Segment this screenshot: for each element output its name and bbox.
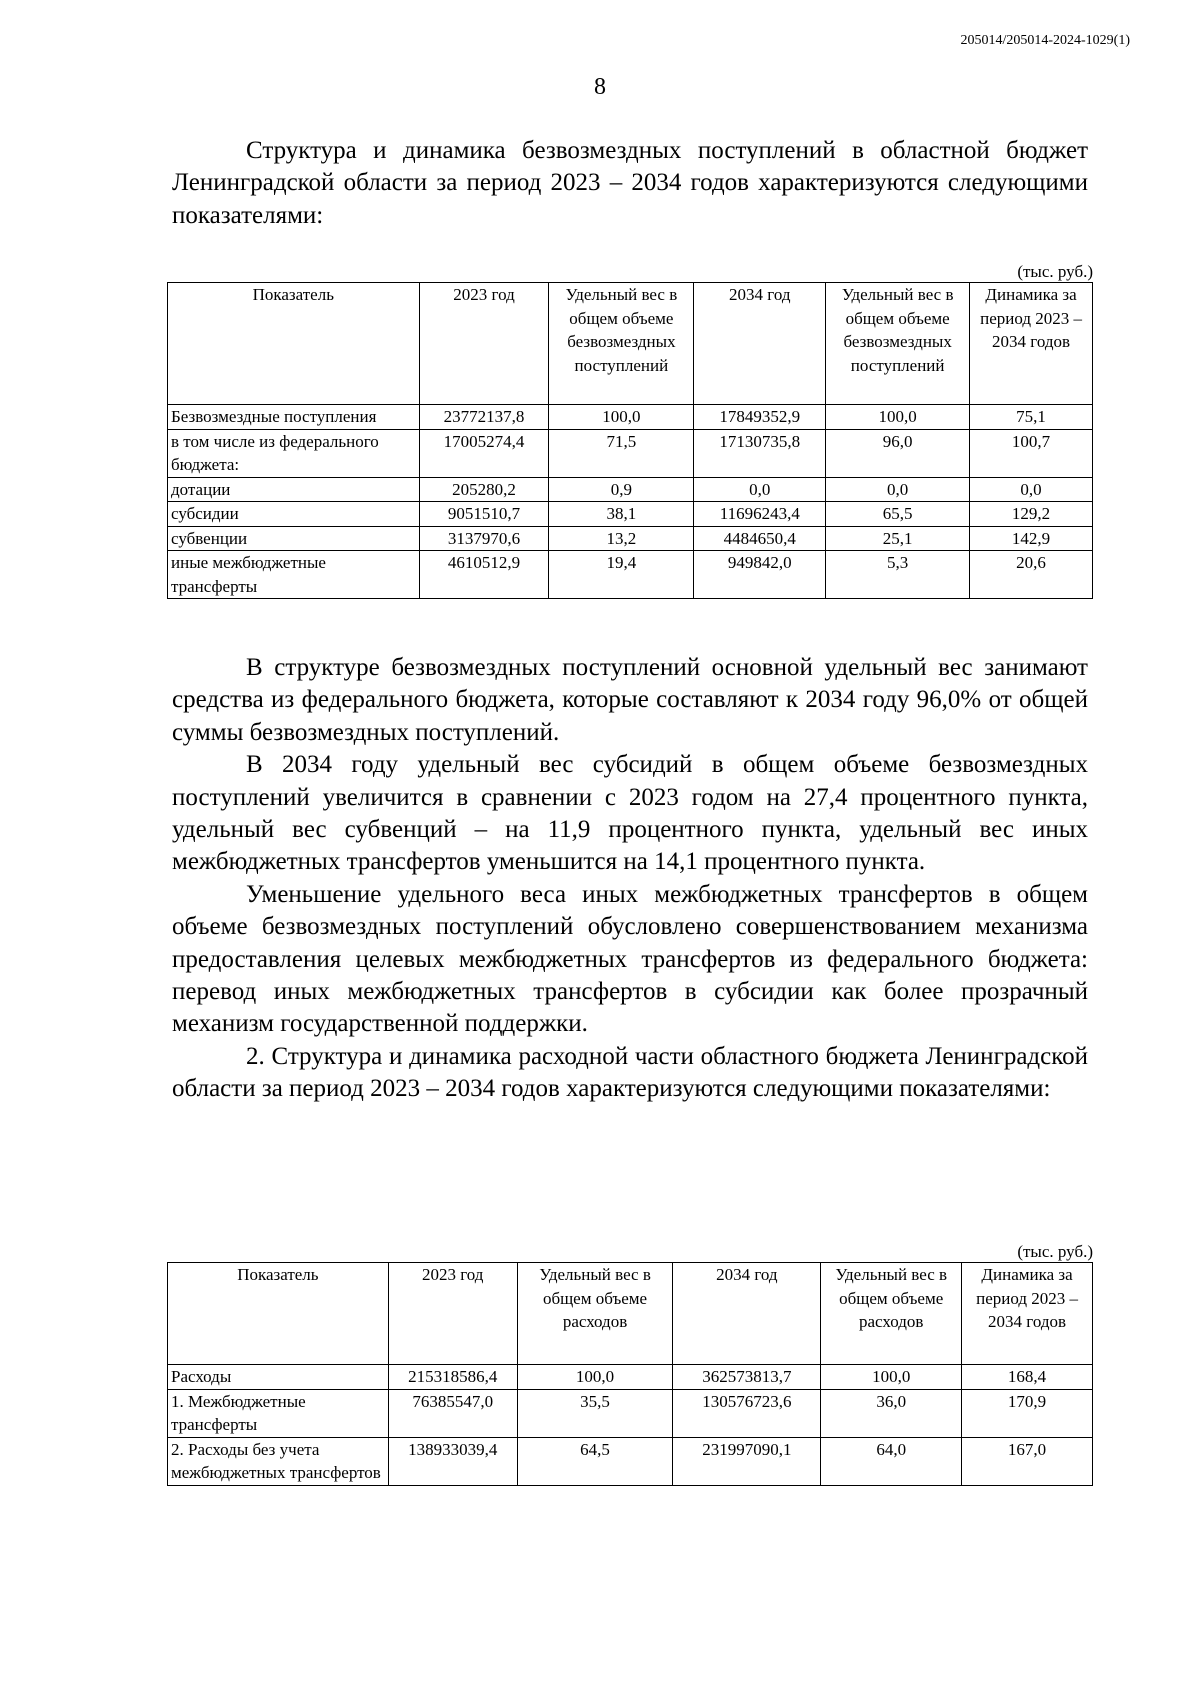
table-row [168, 551, 1093, 599]
row-label: Расходы [168, 1365, 389, 1390]
table-cell: 76385547,0 [388, 1389, 517, 1437]
table-cell: 0,9 [549, 477, 694, 502]
intro-paragraph [172, 135, 1088, 232]
table-cell: 17849352,9 [694, 405, 826, 430]
column-header: Динамика за период 2023 – 2034 годов [970, 283, 1093, 405]
table-cell: 19,4 [549, 551, 694, 599]
table-cell: 11696243,4 [694, 502, 826, 527]
table1-unit: (тыс. руб.) [1017, 262, 1093, 281]
table-cell: 17130735,8 [694, 429, 826, 477]
row-label: 1. Межбюджетные трансферты [168, 1389, 389, 1437]
table-row [168, 1389, 1093, 1437]
table-row [168, 526, 1093, 551]
expenditure-table [167, 1262, 1093, 1486]
table-cell: 129,2 [970, 502, 1093, 527]
table-cell: 167,0 [962, 1437, 1093, 1485]
table-row [168, 1365, 1093, 1390]
table-cell: 38,1 [549, 502, 694, 527]
table-cell: 25,1 [826, 526, 970, 551]
table-cell: 205280,2 [419, 477, 549, 502]
table-row [168, 477, 1093, 502]
table-cell: 65,5 [826, 502, 970, 527]
table-cell: 0,0 [826, 477, 970, 502]
table-cell: 231997090,1 [673, 1437, 821, 1485]
column-header: Динамика за период 2023 – 2034 годов [962, 1263, 1093, 1365]
column-header: Удельный вес в общем объеме расходов [517, 1263, 673, 1365]
table-cell: 138933039,4 [388, 1437, 517, 1485]
table-cell: 4484650,4 [694, 526, 826, 551]
page-number: 8 [594, 74, 606, 100]
row-label: в том числе из федерального бюджета: [168, 429, 420, 477]
table-cell: 96,0 [826, 429, 970, 477]
table-cell: 100,0 [826, 405, 970, 430]
table2-unit: (тыс. руб.) [1017, 1242, 1093, 1261]
table-cell: 100,0 [821, 1365, 962, 1390]
row-label: иные межбюджетные трансферты [168, 551, 420, 599]
table-cell: 100,0 [549, 405, 694, 430]
table-cell: 75,1 [970, 405, 1093, 430]
document-reference: 205014/205014-2024-1029(1) [960, 33, 1130, 48]
body-text [172, 652, 1088, 1106]
row-label: 2. Расходы без учета межбюджетных трансфертов [168, 1437, 389, 1485]
column-header: Удельный вес в общем объеме безвозмездных поступлений [549, 283, 694, 405]
paragraph: 2. Структура и динамика расходной части областного бюджета Ленинградской области за период 2023 – 2034 годов характеризуются следующими показателями: [172, 1042, 1088, 1103]
table-cell: 130576723,6 [673, 1389, 821, 1437]
column-header: 2034 год [673, 1263, 821, 1365]
table-cell: 35,5 [517, 1389, 673, 1437]
table-cell: 64,5 [517, 1437, 673, 1485]
table-cell: 20,6 [970, 551, 1093, 599]
column-header: Удельный вес в общем объеме расходов [821, 1263, 962, 1365]
table-row [168, 429, 1093, 477]
table-cell: 0,0 [970, 477, 1093, 502]
table-cell: 13,2 [549, 526, 694, 551]
table-cell: 362573813,7 [673, 1365, 821, 1390]
table-cell: 36,0 [821, 1389, 962, 1437]
table-row [168, 405, 1093, 430]
paragraph: В 2034 году удельный вес субсидий в общем объеме безвозмездных поступлений увеличится в сравнении с 2023 годом на 27,4 процентного пункта, удельный вес субвенций – на 11,9 процентного пункта, удельный вес иных межбюджетных трансфертов уменьшится на 14,1 процентного пункта. [172, 751, 1088, 876]
table-cell: 5,3 [826, 551, 970, 599]
table-header-row [168, 1263, 1093, 1365]
column-header: 2023 год [419, 283, 549, 405]
column-header: 2023 год [388, 1263, 517, 1365]
column-header: Показатель [168, 1263, 389, 1365]
table-cell: 17005274,4 [419, 429, 549, 477]
table-row [168, 1437, 1093, 1485]
column-header: Показатель [168, 283, 420, 405]
column-header: Удельный вес в общем объеме безвозмездных поступлений [826, 283, 970, 405]
row-label: дотации [168, 477, 420, 502]
intro-text: Структура и динамика безвозмездных поступлений в областной бюджет Ленинградской области за период 2023 – 2034 годов характеризуются следующими показателями: [172, 137, 1088, 229]
table-cell: 168,4 [962, 1365, 1093, 1390]
table-cell: 142,9 [970, 526, 1093, 551]
table-cell: 9051510,7 [419, 502, 549, 527]
table-header-row [168, 283, 1093, 405]
table-cell: 0,0 [694, 477, 826, 502]
row-label: Безвозмездные поступления [168, 405, 420, 430]
row-label: субсидии [168, 502, 420, 527]
table-row [168, 502, 1093, 527]
paragraph: Уменьшение удельного веса иных межбюджетных трансфертов в общем объеме безвозмездных поступлений обусловлено совершенствованием механизма предоставления целевых межбюджетных трансфертов из федерального бюджета: перевод иных межбюджетных трансфертов в субсидии как более прозрачный механизм государственной поддержки. [172, 880, 1088, 1038]
table-cell: 949842,0 [694, 551, 826, 599]
column-header: 2034 год [694, 283, 826, 405]
grants-table [167, 282, 1093, 599]
table-cell: 215318586,4 [388, 1365, 517, 1390]
table-cell: 23772137,8 [419, 405, 549, 430]
paragraph: В структуре безвозмездных поступлений основной удельный вес занимают средства из федерального бюджета, которые составляют к 2034 году 96,0% от общей суммы безвозмездных поступлений. [172, 654, 1088, 746]
table-cell: 3137970,6 [419, 526, 549, 551]
table-cell: 100,7 [970, 429, 1093, 477]
table-cell: 100,0 [517, 1365, 673, 1390]
table-cell: 170,9 [962, 1389, 1093, 1437]
row-label: субвенции [168, 526, 420, 551]
table-cell: 71,5 [549, 429, 694, 477]
table-cell: 4610512,9 [419, 551, 549, 599]
table-cell: 64,0 [821, 1437, 962, 1485]
